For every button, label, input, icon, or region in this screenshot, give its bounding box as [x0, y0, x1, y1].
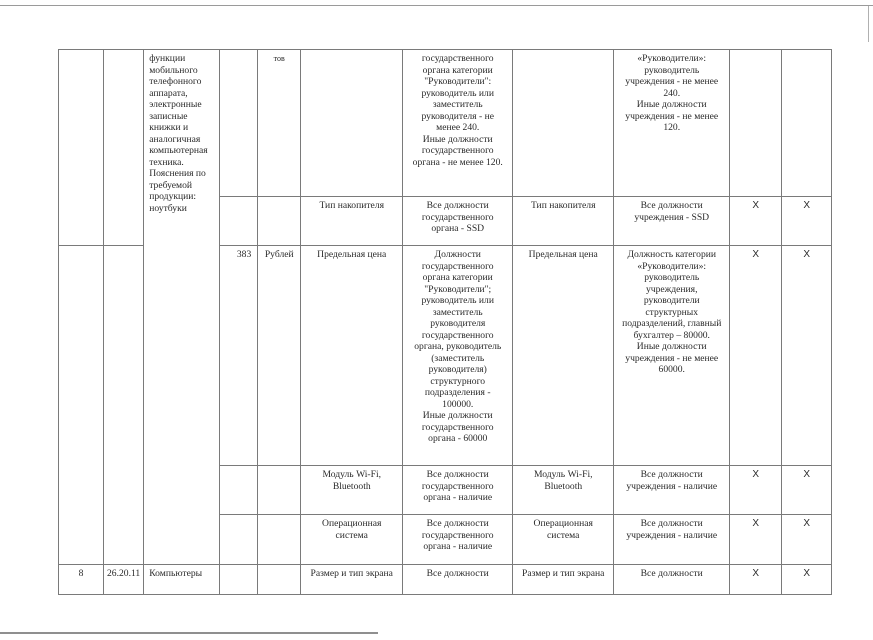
cell-characteristic-approved: Операционная система: [513, 515, 614, 565]
cell-characteristic-approved: [513, 50, 614, 197]
requirements-table: [58, 49, 832, 595]
cell-characteristic: [301, 50, 403, 197]
cell-product-name: Компьютеры: [144, 565, 220, 595]
cell-characteristic: Операционная система: [301, 515, 403, 565]
cell-value-approved: Все должности учреждения - наличие: [614, 466, 730, 515]
cell-x2: X: [782, 515, 832, 565]
cell-characteristic-approved: Размер и тип экрана: [513, 565, 614, 595]
cell-characteristic-approved: Модуль Wi-Fi, Bluetooth: [513, 466, 614, 515]
cell-x2: X: [782, 565, 832, 595]
cell-unit: [258, 197, 301, 246]
cell-unit: [258, 515, 301, 565]
cell-x1: X: [730, 466, 782, 515]
cell-value-approved: «Руководители»: руководитель учреждения - не менее 240. Иные должности учреждения - не менее 120.: [614, 50, 730, 197]
cell-x1: X: [730, 565, 782, 595]
cell-x2: X: [782, 466, 832, 515]
cell-unit: тов: [258, 50, 301, 197]
scan-bottom-edge: [0, 632, 378, 634]
cell-unit-code: [220, 50, 258, 197]
cell-characteristic: Тип накопителя: [301, 197, 403, 246]
cell-unit-code: [220, 565, 258, 595]
cell-characteristic: Предельная цена: [301, 246, 403, 466]
cell-value-approved: Должность категории «Руководители»: руководитель учреждения, руководители структурных подразделений, главный бухгалтер – 80000. Иные должности учреждения - не менее 60000.: [614, 246, 730, 466]
cell-unit: [258, 565, 301, 595]
cell-num: 8: [59, 565, 104, 595]
cell-okpd: 26.20.11: [104, 565, 144, 595]
cell-unit: Рублей: [258, 246, 301, 466]
cell-x1: [730, 50, 782, 197]
cell-unit-code: [220, 197, 258, 246]
cell-value-regulator: Все должности: [403, 565, 513, 595]
cell-value-regulator: Все должности государственного органа - наличие: [403, 466, 513, 515]
cell-value-approved: Все должности учреждения - наличие: [614, 515, 730, 565]
cell-x1: X: [730, 197, 782, 246]
scan-right-edge: [868, 6, 869, 42]
cell-value-regulator: Все должности государственного органа - наличие: [403, 515, 513, 565]
cell-characteristic: Размер и тип экрана: [301, 565, 403, 595]
cell-unit-code: [220, 515, 258, 565]
table-row: [59, 50, 832, 197]
cell-num: [59, 246, 104, 565]
cell-x1: X: [730, 246, 782, 466]
cell-x2: [782, 50, 832, 197]
cell-value-approved: Все должности учреждения - SSD: [614, 197, 730, 246]
cell-x2: X: [782, 197, 832, 246]
cell-unit-code: 383: [220, 246, 258, 466]
cell-x2: X: [782, 246, 832, 466]
table-row: [59, 565, 832, 595]
scan-top-edge: [0, 5, 873, 6]
cell-unit-code: [220, 466, 258, 515]
cell-value-regulator: Должности государственного органа категории "Руководители"; руководитель или заместитель руководителя государственного органа, руководитель (заместитель руководителя) структурного подразделения - 100000. Иные должности государственного органа - 60000: [403, 246, 513, 466]
cell-x1: X: [730, 515, 782, 565]
cell-characteristic-approved: Предельная цена: [513, 246, 614, 466]
cell-product-name: функции мобильного телефонного аппарата, электронные записные книжки и аналогичная компьютерная техника. Пояснения по требуемой продукции: ноутбуки: [144, 50, 220, 565]
cell-characteristic: Модуль Wi-Fi, Bluetooth: [301, 466, 403, 515]
cell-unit: [258, 466, 301, 515]
cell-okpd: [104, 246, 144, 565]
cell-value-regulator: государственного органа категории "Руководители": руководитель или заместитель руководителя - не менее 240. Иные должности государственного органа - не менее 120.: [403, 50, 513, 197]
cell-okpd: [104, 50, 144, 246]
cell-characteristic-approved: Тип накопителя: [513, 197, 614, 246]
cell-value-approved: Все должности: [614, 565, 730, 595]
cell-num: [59, 50, 104, 246]
cell-value-regulator: Все должности государственного органа - SSD: [403, 197, 513, 246]
